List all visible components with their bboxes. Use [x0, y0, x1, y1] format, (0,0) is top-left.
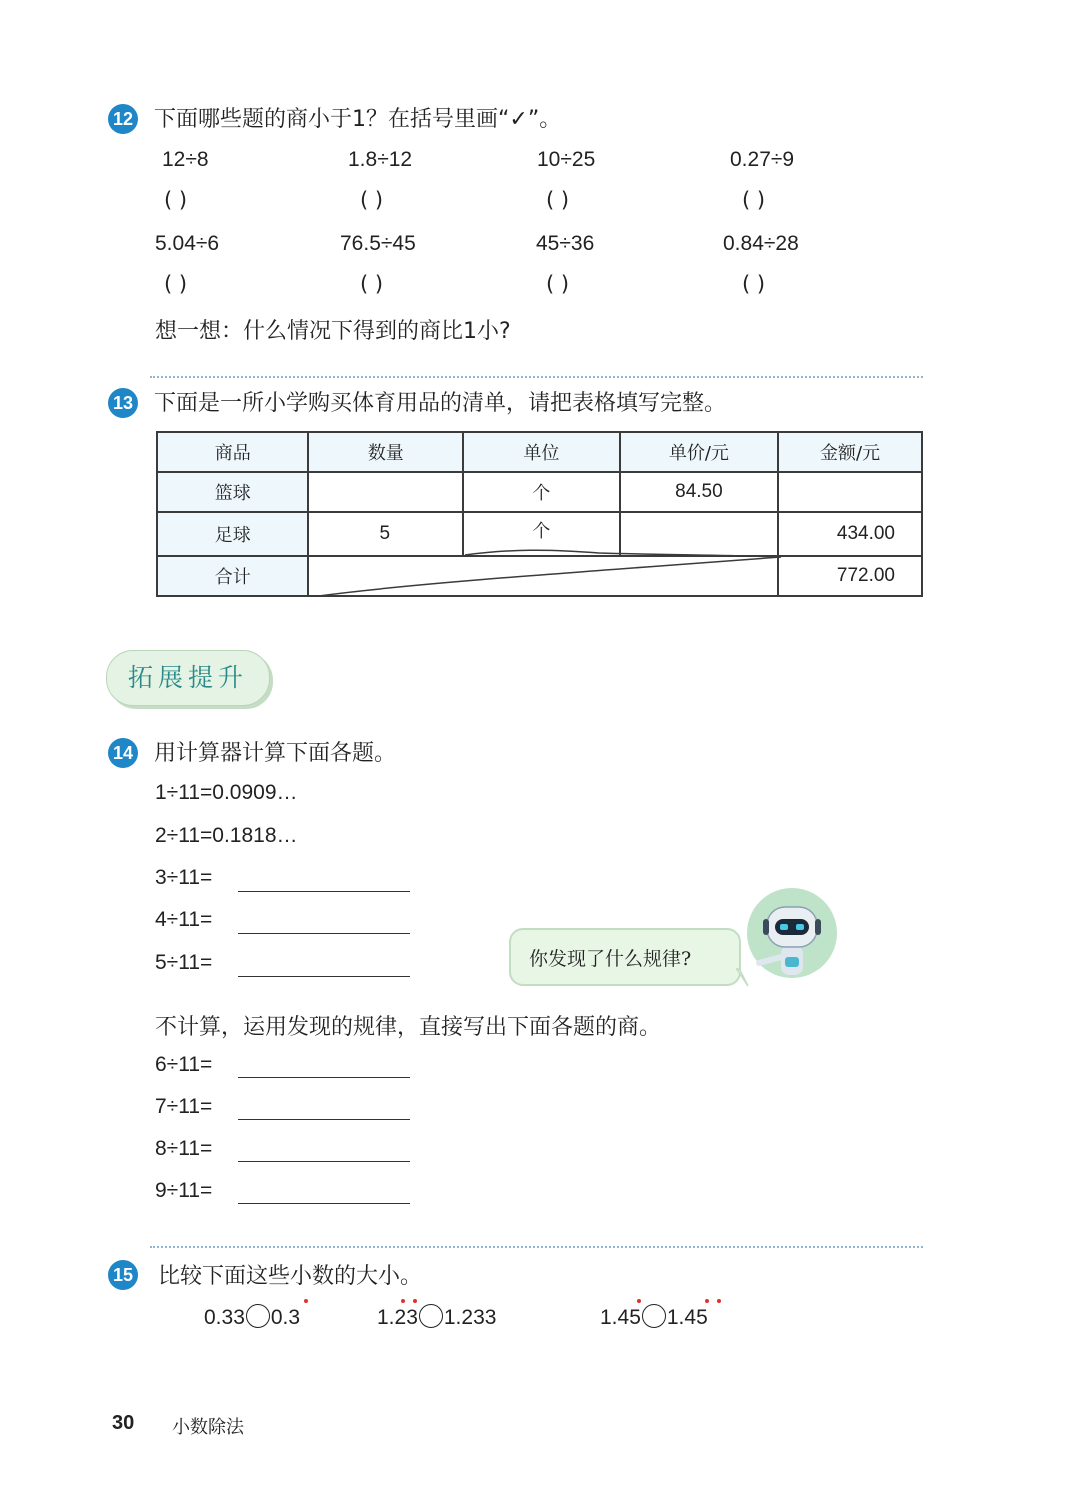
blank-equation-label: 6÷11= — [155, 1053, 213, 1076]
comparison-right: 0.3 — [270, 1306, 301, 1329]
answer-blank[interactable] — [238, 1203, 410, 1204]
table-row — [157, 472, 922, 512]
speech-bubble: 你发现了什么规律? — [509, 928, 741, 986]
cell-unit: 个 — [463, 512, 619, 556]
blank-equation-label: 4÷11= — [155, 908, 213, 931]
blank-equation-label: 9÷11= — [155, 1179, 213, 1202]
blank-equation-label: 7÷11= — [155, 1095, 213, 1118]
q12-expr-1: 12÷8 — [162, 148, 209, 171]
chapter-title: 小数除法 — [172, 1417, 244, 1438]
cell-quantity: 5 — [308, 512, 463, 556]
q14-title: 用计算器计算下面各题。 — [154, 741, 397, 766]
q12-expr-5: 5.04÷6 — [155, 232, 220, 255]
header-unit-price: 单价/元 — [620, 432, 779, 472]
robot-icon — [745, 887, 841, 983]
section-divider — [150, 1246, 923, 1248]
comparison-item — [204, 1304, 300, 1330]
q12-expr-2: 1.8÷12 — [348, 148, 413, 171]
answer-blank[interactable] — [238, 976, 410, 977]
question-number-15: 15 — [108, 1260, 138, 1290]
header-item: 商品 — [157, 432, 308, 472]
recurring-dot — [304, 1299, 308, 1303]
answer-paren[interactable]: ( ) — [742, 272, 766, 296]
q12-expr-4: 0.27÷9 — [730, 148, 795, 171]
comparison-item — [377, 1304, 496, 1330]
comparison-item — [600, 1304, 708, 1330]
recurring-dot — [717, 1299, 721, 1303]
answer-paren[interactable]: ( ) — [164, 188, 188, 212]
answer-blank[interactable] — [238, 1077, 410, 1078]
question-number-12: 12 — [108, 104, 138, 134]
answer-blank[interactable] — [238, 891, 410, 892]
answer-blank[interactable] — [238, 1119, 410, 1120]
q12-expr-3: 10÷25 — [537, 148, 596, 171]
cell-total-amount: 772.00 — [778, 556, 922, 596]
cell-quantity-blank[interactable] — [308, 472, 463, 512]
question-number-14: 14 — [108, 738, 138, 768]
header-unit: 单位 — [463, 432, 619, 472]
answer-blank[interactable] — [238, 933, 410, 934]
comparison-left: 1.45 — [600, 1306, 641, 1329]
torn-edge-line — [309, 547, 789, 597]
comparison-right: 1.233 — [443, 1306, 497, 1329]
comparison-left: 1.23 — [377, 1306, 418, 1329]
section-divider — [150, 376, 923, 378]
answer-paren[interactable]: ( ) — [546, 188, 570, 212]
cell-unit-price: 84.50 — [620, 472, 779, 512]
blank-equation-label: 3÷11= — [155, 866, 213, 889]
given-equation: 1÷11=0.0909… — [155, 781, 298, 804]
comparison-left: 0.33 — [204, 1306, 245, 1329]
recurring-dot — [705, 1299, 709, 1303]
q12-think-prompt: 想一想：什么情况下得到的商比1小? — [155, 319, 511, 344]
q12-expr-6: 76.5÷45 — [340, 232, 416, 255]
cell-total-label: 合计 — [157, 556, 308, 596]
compare-circle[interactable] — [419, 1304, 443, 1328]
comparison-right: 1.45 — [666, 1306, 708, 1329]
answer-blank[interactable] — [238, 1161, 410, 1162]
header-quantity: 数量 — [308, 432, 463, 472]
q12-expr-7: 45÷36 — [536, 232, 595, 255]
cell-item: 篮球 — [157, 472, 308, 512]
table-header-row — [157, 432, 922, 472]
q13-title: 下面是一所小学购买体育用品的清单，请把表格填写完整。 — [154, 391, 727, 416]
compare-circle[interactable] — [642, 1304, 666, 1328]
answer-paren[interactable]: ( ) — [164, 272, 188, 296]
compare-circle[interactable] — [246, 1304, 270, 1328]
cell-amount-blank[interactable] — [778, 472, 922, 512]
recurring-dot — [637, 1299, 641, 1303]
cell-amount: 434.00 — [778, 512, 922, 556]
q12-title: 下面哪些题的商小于1？在括号里画“✓”。 — [154, 107, 562, 132]
section-badge-extension: 拓展提升 — [106, 650, 270, 706]
answer-paren[interactable]: ( ) — [360, 272, 384, 296]
q12-expr-8: 0.84÷28 — [723, 232, 799, 255]
q15-title: 比较下面这些小数的大小。 — [158, 1264, 423, 1289]
question-number-13: 13 — [108, 388, 138, 418]
answer-paren[interactable]: ( ) — [360, 188, 384, 212]
header-amount: 金额/元 — [778, 432, 922, 472]
blank-equation-label: 8÷11= — [155, 1137, 213, 1160]
page-number: 30 — [112, 1412, 135, 1434]
q14-instruction: 不计算，运用发现的规律，直接写出下面各题的商。 — [155, 1015, 662, 1040]
recurring-dot — [401, 1299, 405, 1303]
answer-paren[interactable]: ( ) — [546, 272, 570, 296]
blank-equation-label: 5÷11= — [155, 951, 213, 974]
answer-paren[interactable]: ( ) — [742, 188, 766, 212]
cell-item: 足球 — [157, 512, 308, 556]
cell-unit: 个 — [463, 472, 619, 512]
given-equation: 2÷11=0.1818… — [155, 824, 298, 847]
recurring-dot — [413, 1299, 417, 1303]
